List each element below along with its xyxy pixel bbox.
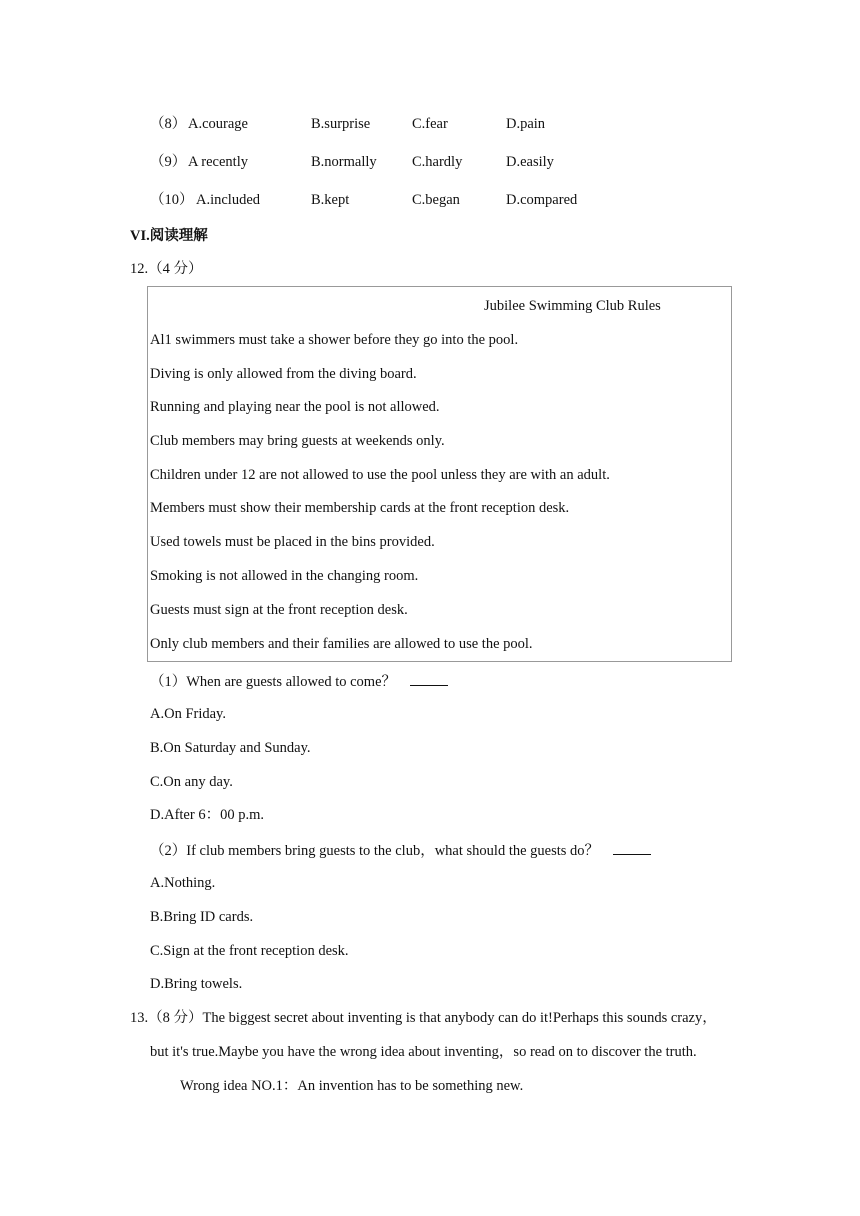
- option-number: （9）: [150, 154, 187, 170]
- answer-option: B.On Saturday and Sunday.: [150, 740, 311, 756]
- option-c: C.hardly: [412, 154, 463, 170]
- rules-title: Jubilee Swimming Club Rules: [484, 298, 661, 314]
- rule-item: Running and playing near the pool is not allowed.: [150, 399, 440, 415]
- option-number: （10）: [150, 192, 194, 208]
- section-heading: VI.阅读理解: [130, 228, 208, 244]
- option-c: C.fear: [412, 116, 448, 132]
- rule-item: Children under 12 are not allowed to use the pool unless they are with an adult.: [150, 467, 610, 483]
- option-a: A.included: [196, 192, 261, 208]
- subquestion-2-text: （2）If club members bring guests to the club，what should the guests do？: [150, 843, 600, 859]
- subquestion-2: [150, 840, 651, 860]
- question-13-text: Wrong idea NO.1：An invention has to be something new.: [180, 1078, 524, 1094]
- rule-item: Club members may bring guests at weekends only.: [150, 433, 445, 449]
- rule-item: Diving is only allowed from the diving board.: [150, 366, 417, 382]
- rule-item: Smoking is not allowed in the changing room.: [150, 568, 419, 584]
- rule-item: Used towels must be placed in the bins provided.: [150, 534, 435, 550]
- rule-item: Only club members and their families are allowed to use the pool.: [150, 636, 533, 652]
- question-13-text: 13.（8 分）The biggest secret about inventing is that anybody can do it!Perhaps this sounds crazy，: [130, 1010, 717, 1026]
- option-d: D.pain: [506, 116, 546, 132]
- question-12-label: 12.（4 分）: [130, 261, 203, 277]
- subquestion-1-text: （1）When are guests allowed to come？: [150, 674, 397, 690]
- rule-item: Al1 swimmers must take a shower before they go into the pool.: [150, 332, 519, 348]
- answer-option: A.On Friday.: [150, 706, 226, 722]
- answer-option: D.Bring towels.: [150, 976, 243, 992]
- option-b: B.normally: [311, 154, 377, 170]
- answer-option: D.After 6：00 p.m.: [150, 807, 264, 823]
- answer-option: C.Sign at the front reception desk.: [150, 943, 349, 959]
- option-a: A recently: [188, 154, 248, 170]
- option-d: D.easily: [506, 154, 554, 170]
- rule-item: Guests must sign at the front reception desk.: [150, 602, 408, 618]
- answer-option: B.Bring ID cards.: [150, 909, 254, 925]
- question-13-text: but it's true.Maybe you have the wrong idea about inventing，so read on to discover the truth.: [150, 1044, 697, 1060]
- subquestion-1: [150, 671, 448, 691]
- rule-item: Members must show their membership cards at the front reception desk.: [150, 500, 570, 516]
- answer-blank[interactable]: [410, 671, 448, 686]
- answer-option: C.On any day.: [150, 774, 233, 790]
- option-b: B.kept: [311, 192, 350, 208]
- option-number: （8）: [150, 116, 187, 132]
- option-d: D.compared: [506, 192, 578, 208]
- option-b: B.surprise: [311, 116, 371, 132]
- answer-option: A.Nothing.: [150, 875, 216, 891]
- option-a: A.courage: [188, 116, 248, 132]
- option-c: C.began: [412, 192, 460, 208]
- answer-blank[interactable]: [613, 840, 651, 855]
